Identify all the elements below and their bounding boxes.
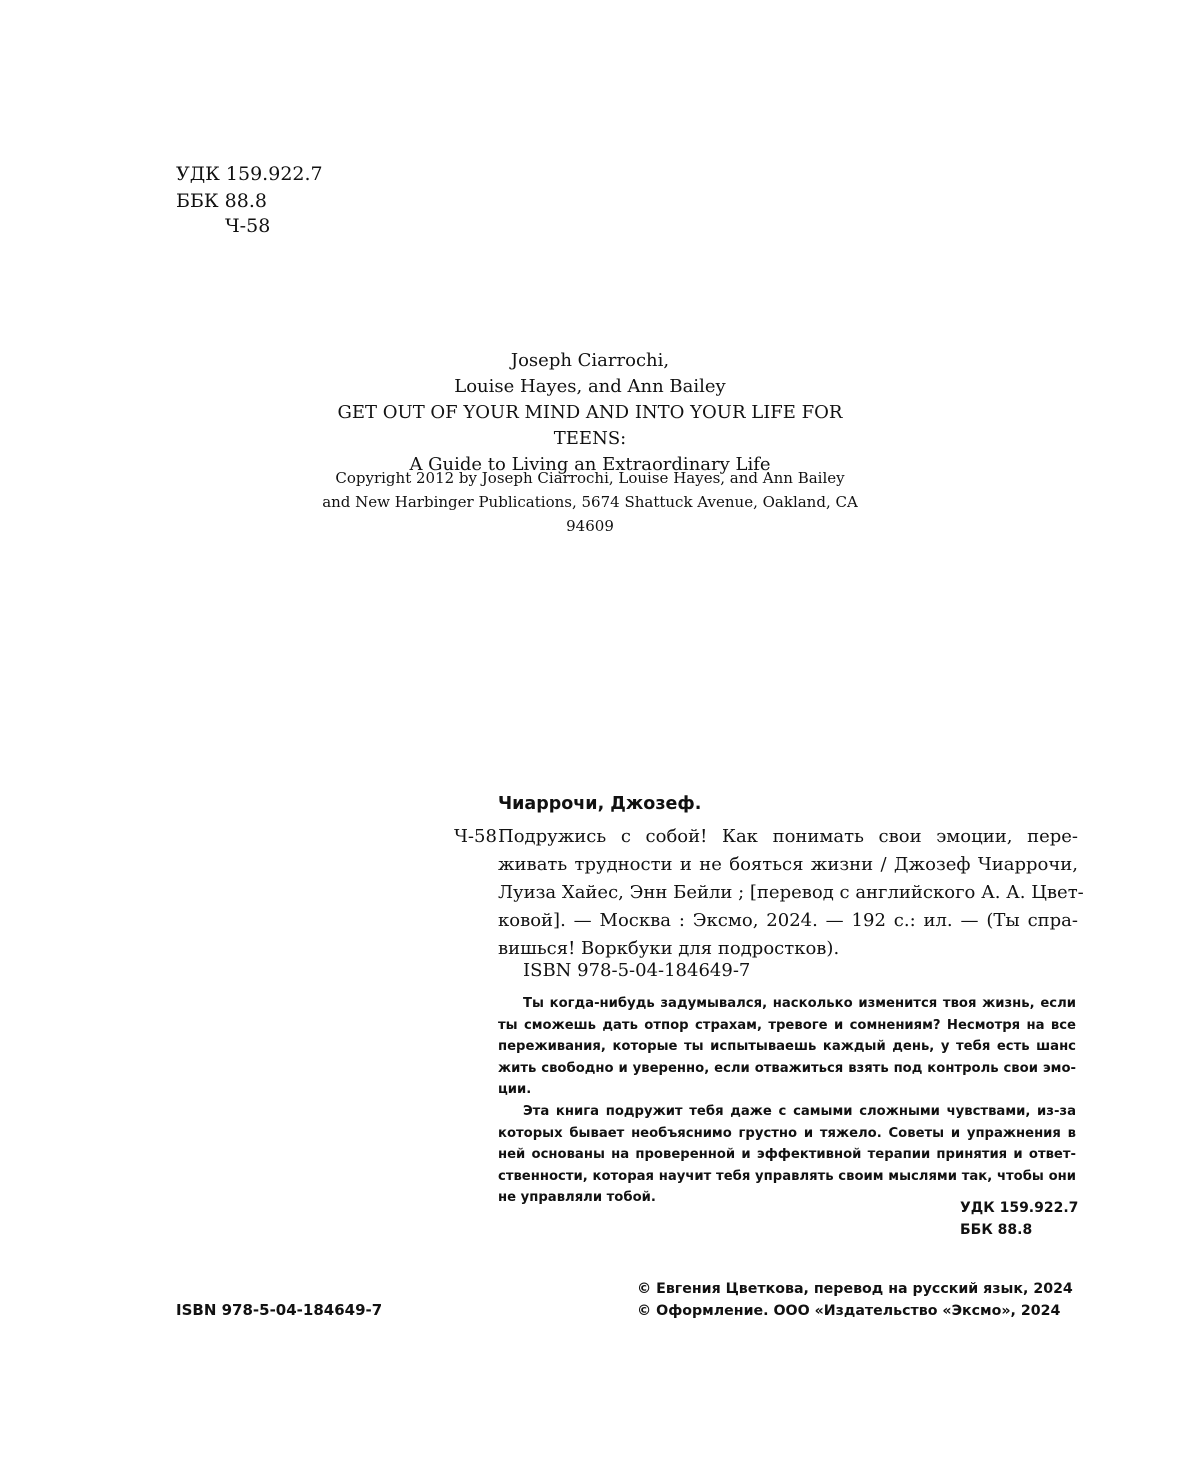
copyright-design: © Оформление. ООО «Издательство «Эксмо», 2024	[637, 1303, 1061, 1319]
record-author-heading: Чиаррочи, Джозеф.	[498, 794, 702, 814]
bbk-code-bottom: ББК 88.8	[960, 1222, 1033, 1238]
bbk-code-top: ББК 88.8	[176, 190, 267, 212]
original-authors	[300, 348, 880, 400]
record-line: Луиза Хайес, Энн Бейли ; [перевод с английского А. А. Цвет-	[498, 882, 1084, 903]
record-isbn: ISBN 978-5-04-184649-7	[523, 960, 751, 981]
original-copyright-line-2: and New Harbinger Publications, 5674 Shattuck Avenue, Oakland, CA 94609	[322, 493, 858, 535]
original-authors-line-2: Louise Hayes, and Ann Bailey	[454, 376, 726, 397]
record-line: ковой]. — Москва : Эксмо, 2024. — 192 с.: ил. — (Ты спра-	[498, 910, 1078, 931]
record-line: вишься! Воркбуки для подростков).	[498, 938, 840, 959]
original-copyright	[300, 466, 880, 538]
annotation-line: Эта книга подружит тебя даже с самыми сложными чувствами, из-за	[523, 1103, 1076, 1119]
annotation-line: переживания, которые ты испытываешь каждый день, у тебя есть шанс	[498, 1039, 1076, 1055]
annotation-line: ственности, которая научит тебя управлять своим мыслями так, чтобы они	[498, 1168, 1076, 1184]
record-line: Подружись с собой! Как понимать свои эмоции, пере-	[498, 826, 1078, 847]
record-author-mark: Ч-58	[454, 826, 497, 847]
annotation-line: Ты когда-нибудь задумывался, насколько изменится твоя жизнь, если	[523, 996, 1076, 1011]
annotation-line: жить свободно и уверенно, если отважиться взять под контроль свои эмо-	[498, 1060, 1076, 1076]
footer-isbn: ISBN 978-5-04-184649-7	[176, 1301, 383, 1319]
annotation-line: ции.	[498, 1082, 532, 1098]
copyright-translation: © Евгения Цветкова, перевод на русский язык, 2024	[637, 1281, 1073, 1297]
original-copyright-line-1: Copyright 2012 by Joseph Ciarrochi, Louise Hayes, and Ann Bailey	[335, 469, 845, 487]
annotation-line: ней основаны на проверенной и эффективной терапии принятия и ответ-	[498, 1147, 1076, 1163]
annotation	[498, 993, 1076, 1209]
annotation-line: которых бывает необъяснимо грустно и тяжело. Советы и упражнения в	[498, 1125, 1076, 1141]
record-description	[498, 823, 1084, 963]
udk-code-bottom: УДК 159.922.7	[960, 1200, 1079, 1216]
author-mark-top: Ч-58	[225, 215, 271, 237]
annotation-line: не управляли тобой.	[498, 1190, 656, 1206]
annotation-line: ты сможешь дать отпор страхам, тревоге и сомнениям? Несмотря на все	[498, 1017, 1076, 1033]
original-title-line-2: A Guide to Living an Extraordinary Life	[409, 454, 771, 475]
udk-code-top: УДК 159.922.7	[176, 163, 323, 185]
original-authors-line-1: Joseph Ciarrochi,	[510, 350, 670, 371]
record-line: живать трудности и не бояться жизни / Джозеф Чиаррочи,	[498, 854, 1078, 875]
original-title-line-1: GET OUT OF YOUR MIND AND INTO YOUR LIFE FOR TEENS:	[337, 402, 843, 449]
